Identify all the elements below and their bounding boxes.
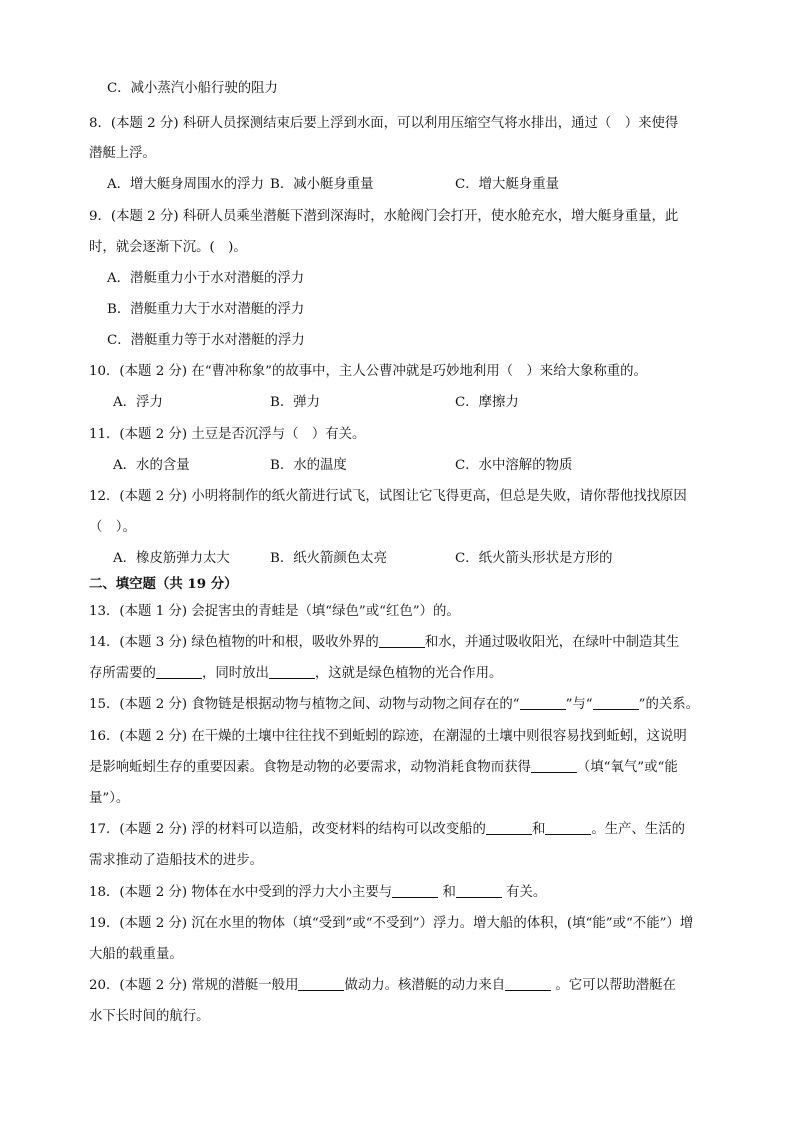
q16-line3: 量”）。 bbox=[89, 791, 130, 806]
q9-stem-line1: 9．(本题 2 分) 科研人员乘坐潜艇下潜到深海时，水舱阀门会打开，使水舱充水，增大艇身重量，此 bbox=[89, 209, 679, 224]
q16-line1: 16．(本题 2 分) 在干燥的土壤中往往找不到蚯蚓的踪迹，在潮湿的土壤中则很容易找到蚯蚓，这说明 bbox=[89, 729, 687, 744]
q12-option-b: B．纸火箭颜色太亮 bbox=[270, 551, 387, 566]
q17-text-b: 和 bbox=[531, 822, 546, 837]
q14-blank-1[interactable] bbox=[379, 633, 425, 648]
q12-stem-line1: 12．(本题 2 分) 小明将制作的纸火箭进行试飞，试图让它飞得更高，但总是失败，请你帮他找找原因 bbox=[89, 489, 687, 504]
q12-stem-line2: （ ）。 bbox=[89, 520, 136, 535]
q9-option-a: A．潜艇重力小于水对潜艇的浮力 bbox=[107, 271, 305, 286]
q8-option-b: B．减小艇身重量 bbox=[270, 177, 374, 192]
q15-text-a: 15．(本题 2 分) 食物链是根据动物与植物之间、动物与动物之间存在的“ bbox=[89, 697, 520, 712]
q7-option-c: C．减小蒸汽小船行驶的阻力 bbox=[107, 81, 278, 96]
q10-stem: 10．(本题 2 分) 在“曹冲称象”的故事中，主人公曹冲就是巧妙地利用（ ）来给大象称重的。 bbox=[89, 364, 647, 379]
q16-blank-1[interactable] bbox=[531, 758, 577, 773]
q20-text-c: 。它可以帮助潜艇在 bbox=[555, 978, 676, 993]
q15-blank-1[interactable] bbox=[520, 695, 566, 710]
q14-text-d: ，同时放出 bbox=[201, 666, 269, 681]
q18-text-a: 18．(本题 2 分) 物体在水中受到的浮力大小主要与 bbox=[89, 885, 393, 900]
q14-blank-2[interactable] bbox=[156, 664, 202, 679]
q16-line2 bbox=[89, 758, 678, 778]
q13-stem: 13．(本题 1 分) 会捉害虫的青蛙是（填“绿色”或“红色”）的。 bbox=[89, 604, 460, 619]
q19-line2: 大船的载重量。 bbox=[89, 947, 183, 962]
q20-line2: 水下长时间的航行。 bbox=[89, 1009, 210, 1024]
q8-option-c: C．增大艇身重量 bbox=[455, 177, 559, 192]
q17-blank-2[interactable] bbox=[545, 820, 591, 835]
q14-text-c: 存所需要的 bbox=[89, 666, 156, 681]
q8-stem-line2: 潜艇上浮。 bbox=[89, 146, 156, 161]
q18-line1 bbox=[89, 883, 546, 903]
q8-option-a: A．增大艇身周围水的浮力 bbox=[107, 177, 264, 192]
q18-blank-2[interactable] bbox=[456, 883, 502, 898]
q14-line1 bbox=[89, 633, 679, 653]
q11-stem: 11．(本题 2 分) 土豆是否沉浮与（ ）有关。 bbox=[89, 427, 366, 442]
q18-text-c: 有关。 bbox=[506, 885, 547, 900]
q19-line1: 19．(本题 2 分) 沉在水里的物体（填“受到”或“不受到”）浮力。增大船的体积，(填“能”或“不能”）增 bbox=[89, 916, 694, 931]
q9-option-b: B．潜艇重力大于水对潜艇的浮力 bbox=[107, 302, 305, 317]
q20-text-b: 做动力。核潜艇的动力来自 bbox=[344, 978, 506, 993]
q18-blank-1[interactable] bbox=[392, 883, 438, 898]
q17-line1 bbox=[89, 820, 685, 840]
q10-option-a: A．浮力 bbox=[113, 395, 163, 410]
q14-text-e: ，这就是绿色植物的光合作用。 bbox=[314, 666, 503, 681]
section-title: 二、填空题（共 19 分） bbox=[89, 576, 238, 592]
q11-option-a: A．水的含量 bbox=[113, 458, 190, 473]
q16-text-b: （填“氧气”或“能 bbox=[576, 760, 678, 775]
q20-line1 bbox=[89, 976, 676, 996]
q15-text-b: ”与“ bbox=[565, 697, 593, 712]
q17-text-a: 17．(本题 2 分) 浮的材料可以造船，改变材料的结构可以改变船的 bbox=[89, 822, 486, 837]
q18-text-b: 和 bbox=[442, 885, 456, 900]
q11-option-b: B．水的温度 bbox=[270, 458, 347, 473]
q12-option-c: C．纸火箭头形状是方形的 bbox=[455, 551, 613, 566]
q17-text-c: 。生产、生活的 bbox=[591, 822, 686, 837]
q15-line1 bbox=[89, 695, 699, 715]
q14-text-a: 14．(本题 3 分) 绿色植物的叶和根，吸收外界的 bbox=[89, 635, 379, 650]
q15-blank-2[interactable] bbox=[593, 695, 639, 710]
q15-text-c: ”的关系。 bbox=[638, 697, 700, 712]
q10-option-b: B．弹力 bbox=[270, 395, 321, 410]
q17-line2: 需求推动了造船技术的进步。 bbox=[89, 853, 264, 868]
q20-text-a: 20．(本题 2 分) 常规的潜艇一般用 bbox=[89, 978, 299, 993]
q9-stem-line2: 时，就会逐渐下沉。( )。 bbox=[89, 240, 247, 255]
q14-line2 bbox=[89, 664, 502, 684]
q9-option-c: C．潜艇重力等于水对潜艇的浮力 bbox=[107, 333, 305, 348]
q17-blank-1[interactable] bbox=[486, 820, 532, 835]
q14-blank-3[interactable] bbox=[269, 664, 315, 679]
q20-blank-1[interactable] bbox=[298, 976, 344, 991]
q20-blank-2[interactable] bbox=[505, 976, 551, 991]
q14-text-b: 和水，并通过吸收阳光，在绿叶中制造其生 bbox=[424, 635, 680, 650]
q16-text-a: 是影响蚯蚓生存的重要因素。食物是动物的必要需求，动物消耗食物而获得 bbox=[89, 760, 531, 775]
q11-option-c: C．水中溶解的物质 bbox=[455, 458, 573, 473]
q12-option-a: A．橡皮筋弹力太大 bbox=[113, 551, 230, 566]
q10-option-c: C．摩擦力 bbox=[455, 395, 519, 410]
q8-stem-line1: 8．(本题 2 分) 科研人员探测结束后要上浮到水面，可以利用压缩空气将水排出，通过（ ）来使得 bbox=[89, 116, 679, 131]
